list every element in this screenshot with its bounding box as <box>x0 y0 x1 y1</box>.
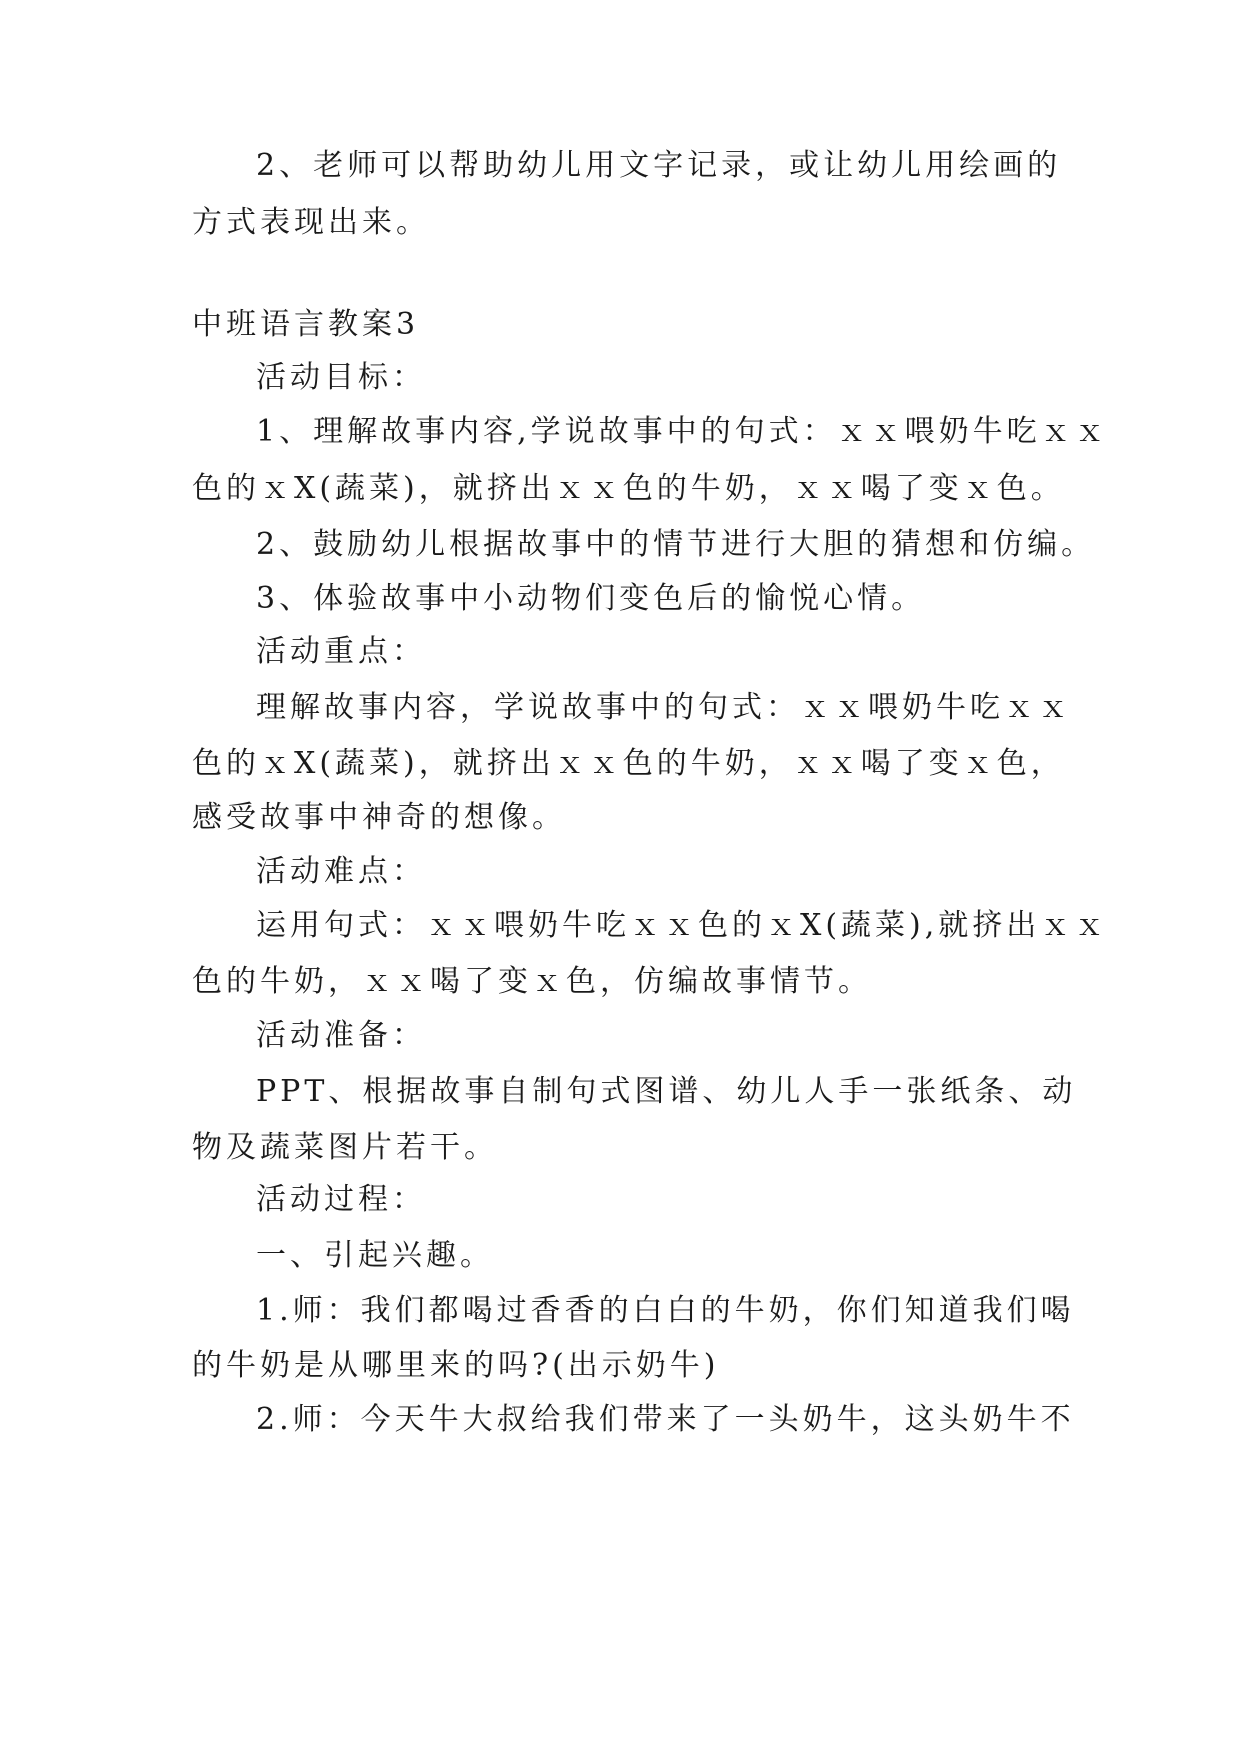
paragraph-line: 2、老师可以帮助幼儿用文字记录，或让幼儿用绘画的 <box>256 148 1062 183</box>
subheading: 活动准备： <box>256 1018 426 1053</box>
subheading: 活动重点： <box>256 634 426 669</box>
paragraph-line: 2、鼓励幼儿根据故事中的情节进行大胆的猜想和仿编。 <box>256 527 1096 562</box>
paragraph-line: 物及蔬菜图片若干。 <box>192 1130 498 1165</box>
paragraph-line: 1、理解故事内容,学说故事中的句式：ｘｘ喂奶牛吃ｘｘ <box>256 414 1109 449</box>
paragraph-line: 色的牛奶，ｘｘ喝了变ｘ色，仿编故事情节。 <box>192 964 872 999</box>
paragraph-line: 方式表现出来。 <box>192 205 430 240</box>
paragraph-line: 理解故事内容，学说故事中的句式：ｘｘ喂奶牛吃ｘｘ <box>256 690 1072 725</box>
paragraph-line: 1.师：我们都喝过香香的白白的牛奶，你们知道我们喝 <box>256 1293 1075 1328</box>
paragraph-line: 一、引起兴趣。 <box>256 1238 494 1273</box>
paragraph-line: 运用句式：ｘｘ喂奶牛吃ｘｘ色的ｘX(蔬菜),就挤出ｘｘ <box>256 908 1109 943</box>
paragraph-line: 感受故事中神奇的想像。 <box>192 800 566 835</box>
paragraph-line: 3、体验故事中小动物们变色后的愉悦心情。 <box>256 581 926 616</box>
paragraph-line: 的牛奶是从哪里来的吗?(出示奶牛) <box>192 1348 720 1383</box>
paragraph-line: 色的ｘX(蔬菜)，就挤出ｘｘ色的牛奶，ｘｘ喝了变ｘ色。 <box>192 471 1065 506</box>
paragraph-line: 色的ｘX(蔬菜)，就挤出ｘｘ色的牛奶，ｘｘ喝了变ｘ色， <box>192 746 1065 781</box>
paragraph-line: 2.师：今天牛大叔给我们带来了一头奶牛，这头奶牛不 <box>256 1402 1075 1437</box>
subheading: 活动过程： <box>256 1182 426 1217</box>
section-heading: 中班语言教案3 <box>192 307 420 342</box>
subheading: 活动难点： <box>256 854 426 889</box>
subheading: 活动目标： <box>256 360 426 395</box>
paragraph-line: PPT、根据故事自制句式图谱、幼儿人手一张纸条、动 <box>256 1074 1077 1109</box>
